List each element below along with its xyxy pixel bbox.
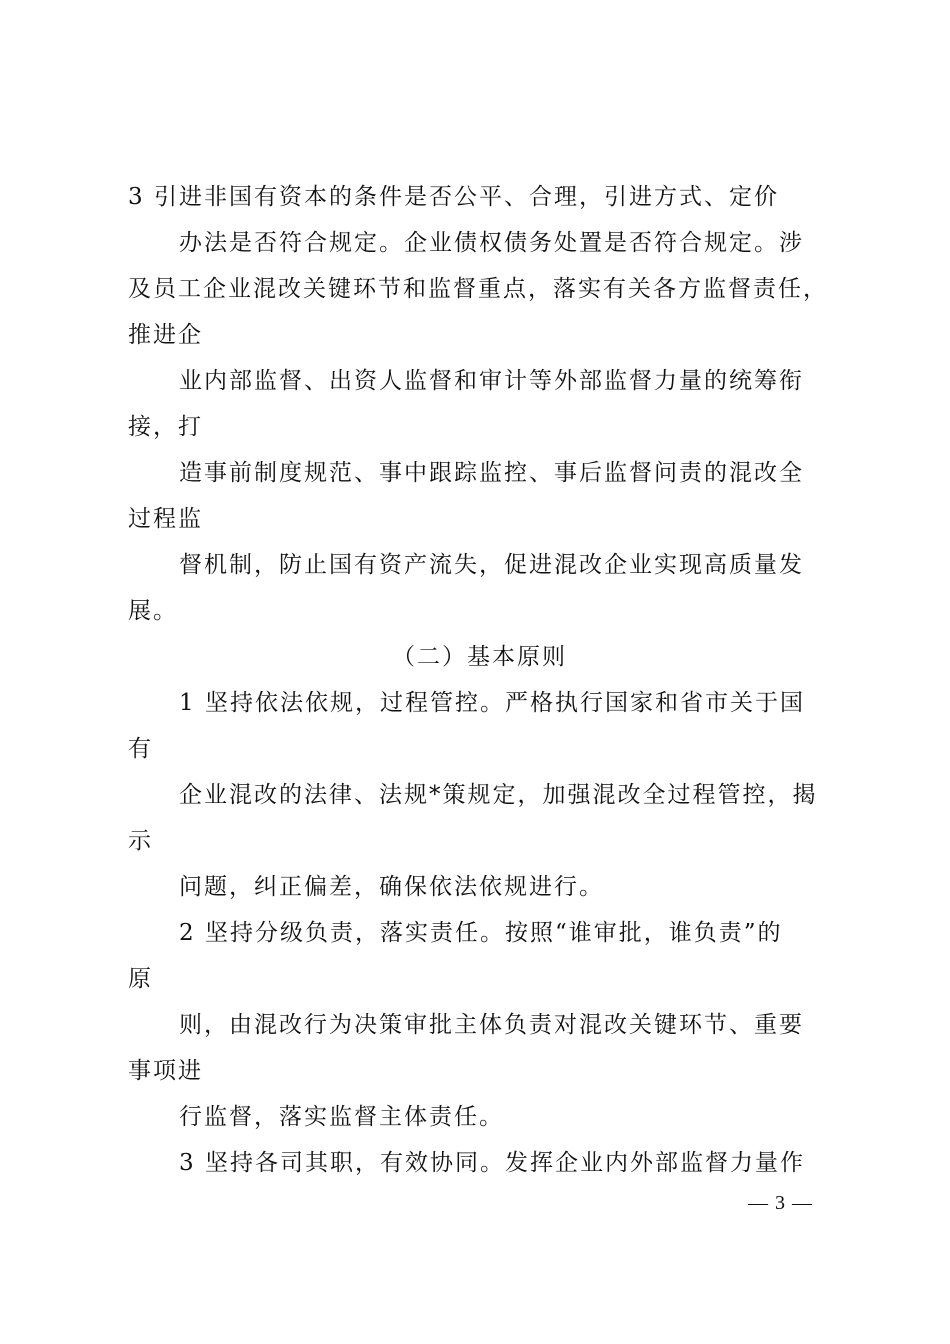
paragraph-line: 事项进 xyxy=(128,1058,203,1084)
paragraph-line: 3 坚持各司其职，有效协同。发挥企业内外部监督力量作 xyxy=(179,1150,805,1176)
paragraph-line: 2 坚持分级负责，落实责任。按照“谁审批，谁负责”的 xyxy=(179,920,783,946)
paragraph-line: 企业混改的法律、法规*策规定，加强混改全过程管控，揭 xyxy=(179,782,818,808)
paragraph-line: 行监督，落实监督主体责任。 xyxy=(179,1104,504,1130)
paragraph-line: 业内部监督、出资人监督和审计等外部监督力量的统筹衔 xyxy=(179,368,804,394)
paragraph-line: 3 引进非国有资本的条件是否公平、合理，引进方式、定价 xyxy=(128,184,779,210)
paragraph-line: 示 xyxy=(128,828,153,854)
paragraph-line: 展。 xyxy=(128,598,178,624)
paragraph-line: 办法是否符合规定。企业债权债务处置是否符合规定。涉 xyxy=(179,230,804,256)
paragraph-line: 原 xyxy=(128,966,153,992)
paragraph-line: 1 坚持依法依规，过程管控。严格执行国家和省市关于国 xyxy=(179,690,805,716)
paragraph-line: 过程监 xyxy=(128,506,203,532)
paragraph-line: 及员工企业混改关键环节和监督重点，落实有关各方监督责任， xyxy=(128,276,828,302)
page-number: — 3 — xyxy=(748,1192,813,1214)
paragraph-line: 接，打 xyxy=(128,414,203,440)
paragraph-line: 造事前制度规范、事中跟踪监控、事后监督问责的混改全 xyxy=(179,460,804,486)
paragraph-line: 推进企 xyxy=(128,322,203,348)
paragraph-line: 有 xyxy=(128,736,153,762)
section-heading: （二）基本原则 xyxy=(392,644,567,670)
paragraph-line: 督机制，防止国有资产流失，促进混改企业实现高质量发 xyxy=(179,552,804,578)
paragraph-line: 则，由混改行为决策审批主体负责对混改关键环节、重要 xyxy=(179,1012,804,1038)
paragraph-line: 问题，纠正偏差，确保依法依规进行。 xyxy=(179,874,604,900)
